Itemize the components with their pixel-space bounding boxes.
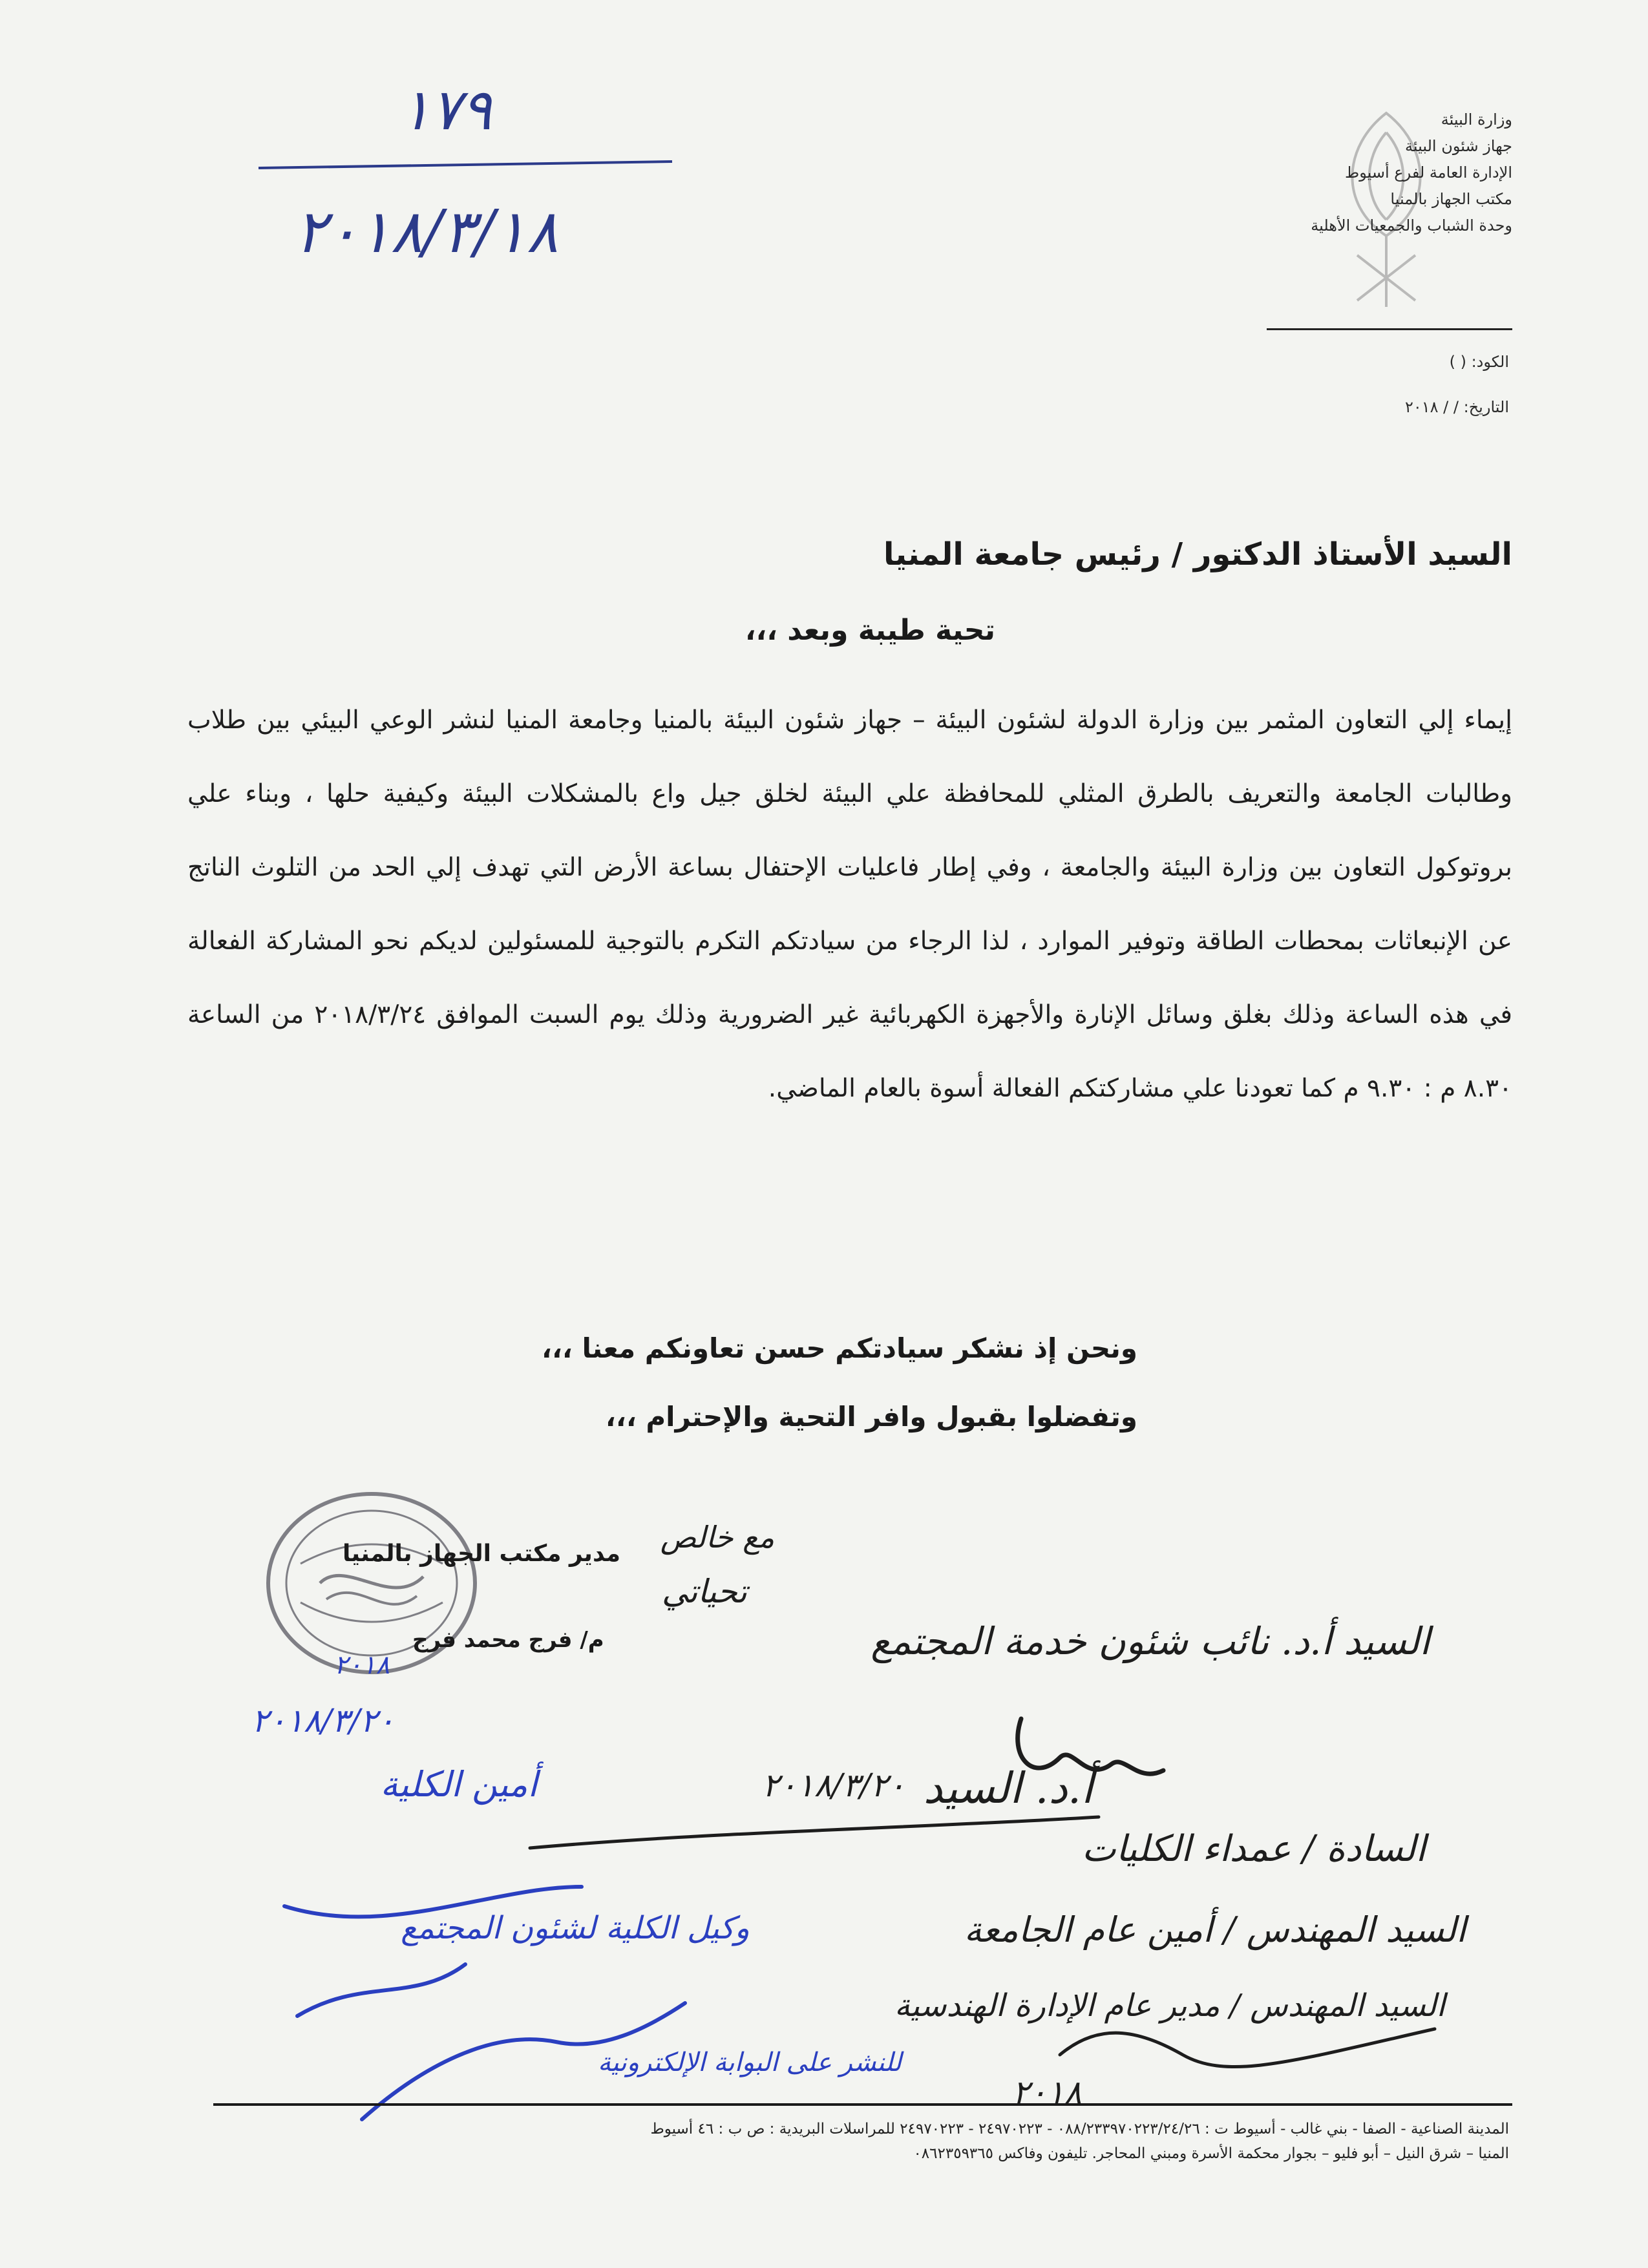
- handwritten-note: أمين الكلية: [380, 1764, 538, 1805]
- handwritten-date-note: ٢٠١٨: [334, 1650, 390, 1680]
- date-field: التاريخ: / / ٢٠١٨: [1404, 398, 1509, 416]
- handwritten-note: السيد أ.د. نائب شئون خدمة المجتمع: [871, 1619, 1430, 1663]
- signature-stroke: [1018, 1719, 1163, 1774]
- handwritten-number-underline: [259, 162, 672, 168]
- greeting: تحية طيبة وبعد ،،،: [745, 614, 995, 647]
- closing-regards: وتفضلوا بقبول وافر التحية والإحترام ،،،: [605, 1401, 1137, 1433]
- handwritten-note: وكيل الكلية لشئون المجتمع: [401, 1910, 750, 1946]
- signature-stroke: [297, 1964, 465, 2016]
- signature-title: مدير مكتب الجهاز بالمنيا: [343, 1540, 621, 1567]
- ministry-line: جهاز شئون البيئة: [1404, 137, 1512, 155]
- letter-body: إيماء إلي التعاون المثمر بين وزارة الدولة لشئون البيئة – جهاز شئون البيئة بالمنيا وجامعة المنيا لنشر الوعي البيئي بين طلاب وطالبات الجامعة والتعريف بالطرق المثلي للمحافظة علي البيئة لخلق جيل واع بالمشكلات البيئة وكيفية حلها ، وبناء علي بروتوكول التعاون بين وزارة البيئة والجامعة ، وفي إطار فاعليات الإحتفال بساعة الأرض التي تهدف إلي الحد من التلوث الناتج عن الإنبعاثات بمحطات الطاقة وتوفير الموارد ، لذا الرجاء من سيادتكم التكرم بالتوجية للمسئولين لديكم نحو المشاركة الفعالة في هذه الساعة وذلك بغلق وسائل الإنارة والأجهزة الكهربائية غير الضرورية وذلك يوم السبت الموافق ٢٠١٨/٣/٢٤ من الساعة ٨.٣٠ م : ٩.٣٠ م كما تعودنا علي مشاركتكم الفعالة أسوة بالعام الماضي.: [187, 706, 1512, 1103]
- handwritten-number: ١٧٩: [400, 76, 492, 143]
- footer-contact: المنيا – شرق النيل – أبو فليو – بجوار محكمة الأسرة ومبني المحاجر. تليفون وفاكس ٠٨٦٢٣٥٩٣٦٥: [913, 2145, 1509, 2162]
- handwritten-note: السادة / عمداء الكليات: [1081, 1828, 1426, 1870]
- handwritten-note: مع خالص: [660, 1520, 775, 1555]
- handwritten-note: السيد المهندس / مدير عام الإدارة الهندسية: [894, 1988, 1445, 2024]
- handwritten-note: تحياتي: [661, 1573, 748, 1610]
- handwritten-date-note: ٢٠١٨/٣/٢٠: [762, 1767, 905, 1804]
- ministry-line: وزارة البيئة: [1441, 110, 1512, 129]
- ministry-line: مكتب الجهاز بالمنيا: [1390, 190, 1512, 208]
- footer-address: المدينة الصناعية - الصفا - بني غالب - أسيوط ت : ٠٨٨/٢٣٣٩٧٠٢٢٣/٢٤/٢٦ - ٢٤٩٧٠٢٢٣ - ٢٤٩٧٠٢٢٣ للمراسلات البريدية : ص ب : ٤٦ أسيوط: [650, 2121, 1509, 2137]
- handwritten-date: ٢٠١٨/٣/١٨: [295, 197, 558, 266]
- signature-stroke: [530, 1817, 1099, 1848]
- ministry-line: الإدارة العامة لفرع أسيوط: [1345, 163, 1512, 182]
- addressee: السيد الأستاذ الدكتور / رئيس جامعة المنيا: [883, 536, 1512, 572]
- handwritten-note: للنشر على البوابة الإلكترونية: [598, 2048, 902, 2077]
- handwritten-date-note: ٢٠١٨/٣/٢٠: [251, 1702, 395, 1739]
- signature-name: م/ فرج محمد فرج: [412, 1627, 604, 1653]
- handwritten-note: أ.د. السيد: [923, 1763, 1093, 1813]
- signature-stroke: [362, 2003, 685, 2119]
- ministry-header: [1099, 107, 1512, 239]
- footer-divider: [213, 2103, 1512, 2106]
- ministry-line: وحدة الشباب والجمعيات الأهلية: [1311, 216, 1512, 235]
- closing-thanks: ونحن إذ نشكر سيادتكم حسن تعاونكم معنا ،،،: [542, 1332, 1137, 1364]
- signature-stroke: [1060, 2029, 1435, 2067]
- handwritten-date-note: ٢٠١٨: [1012, 2074, 1082, 2111]
- signature-stroke: [284, 1887, 582, 1916]
- code-field: الكود: ( ): [1449, 353, 1509, 371]
- handwritten-note: السيد المهندس / أمين عام الجامعة: [964, 1909, 1466, 1950]
- ministry-divider: [1267, 328, 1512, 330]
